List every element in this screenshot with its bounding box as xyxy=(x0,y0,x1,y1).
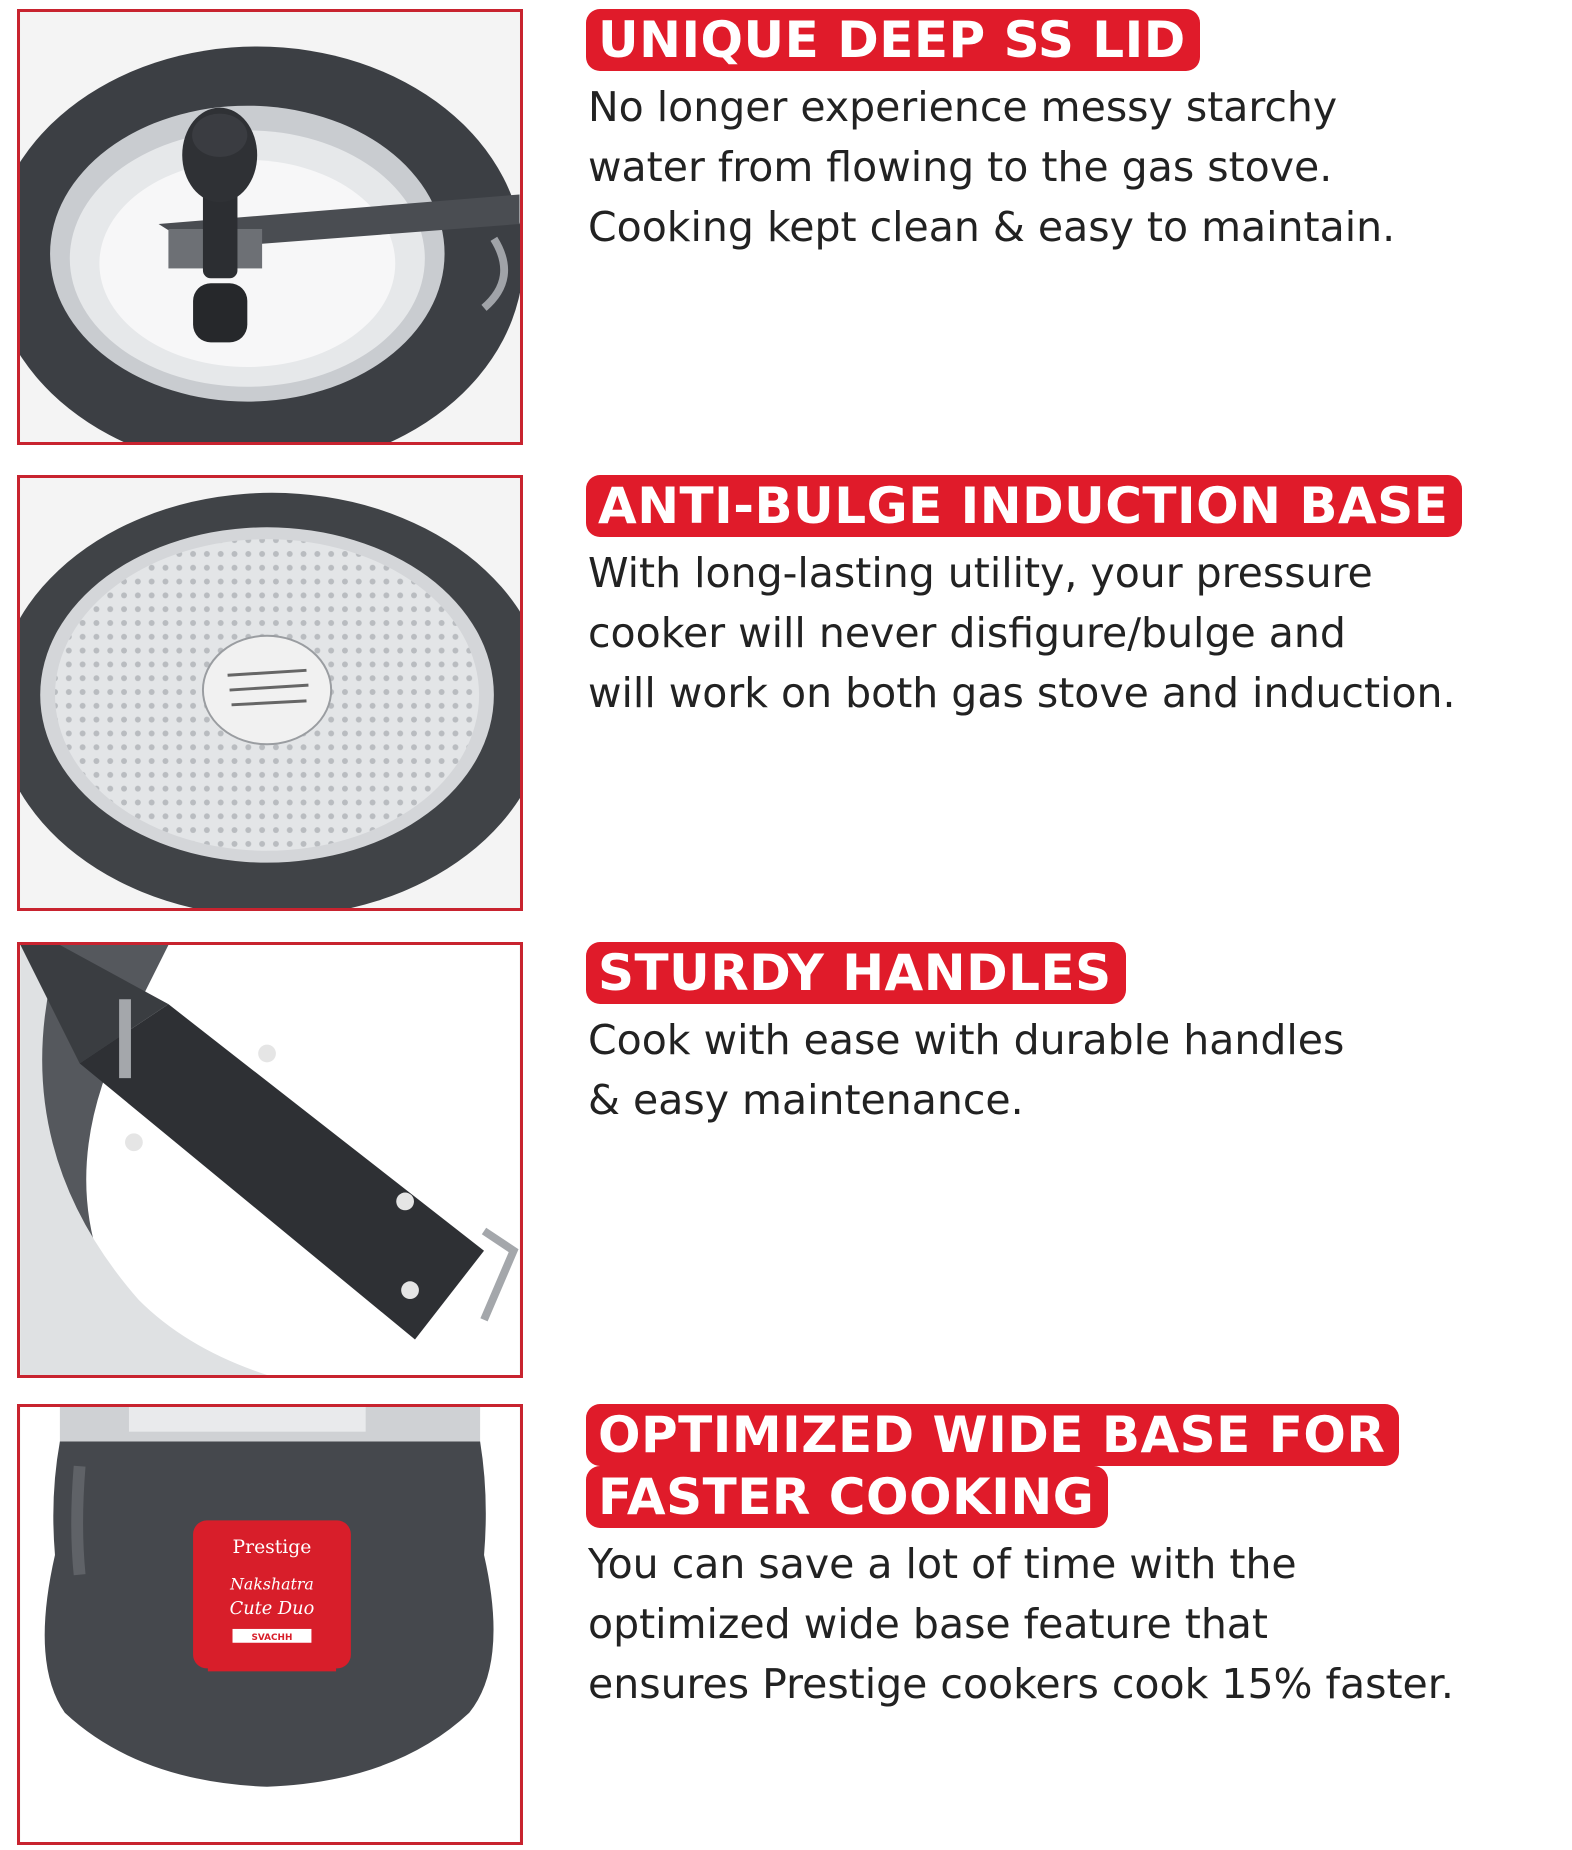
feature-title: UNIQUE DEEP SS LID xyxy=(586,9,1200,71)
feature-title-line2: FASTER COOKING xyxy=(586,1466,1108,1528)
feature-text-base xyxy=(586,475,1566,723)
feature-title: ANTI-BULGE INDUCTION BASE xyxy=(586,475,1462,537)
induction-base-icon xyxy=(20,478,520,908)
label-line3: SVACHH xyxy=(251,1632,293,1643)
feature-title: STURDY HANDLES xyxy=(586,942,1126,1004)
label-line1: Nakshatra xyxy=(230,1574,314,1594)
handle-photo xyxy=(17,942,523,1378)
feature-text-handles xyxy=(586,942,1566,1130)
feature-description: With long-lasting utility, your pressure cooker will never disfigure/bulge and will work on both gas stove and induction. xyxy=(588,549,1456,717)
cooker-lid-icon xyxy=(20,12,520,442)
cooker-side-icon xyxy=(20,1407,520,1842)
lid-photo xyxy=(17,9,523,445)
feature-title: OPTIMIZED WIDE BASE FOR xyxy=(586,1404,1399,1466)
feature-description: Cook with ease with durable handles & easy maintenance. xyxy=(588,1016,1345,1124)
feature-row-lid xyxy=(0,9,1572,449)
wide-base-photo xyxy=(17,1404,523,1845)
base-photo xyxy=(17,475,523,911)
feature-row-wide-base xyxy=(0,1404,1572,1844)
label-brand: Prestige xyxy=(232,1536,312,1558)
feature-text-wide-base xyxy=(586,1404,1566,1714)
label-line2: Cute Duo xyxy=(229,1599,315,1620)
feature-description: No longer experience messy starchy water from flowing to the gas stove. Cooking kept clean & easy to maintain. xyxy=(588,83,1396,251)
handle-icon xyxy=(20,945,520,1375)
feature-row-handles xyxy=(0,942,1572,1382)
feature-text-lid xyxy=(586,9,1566,257)
feature-row-base xyxy=(0,475,1572,915)
feature-description: You can save a lot of time with the optimized wide base feature that ensures Prestige cookers cook 15% faster. xyxy=(588,1540,1454,1708)
